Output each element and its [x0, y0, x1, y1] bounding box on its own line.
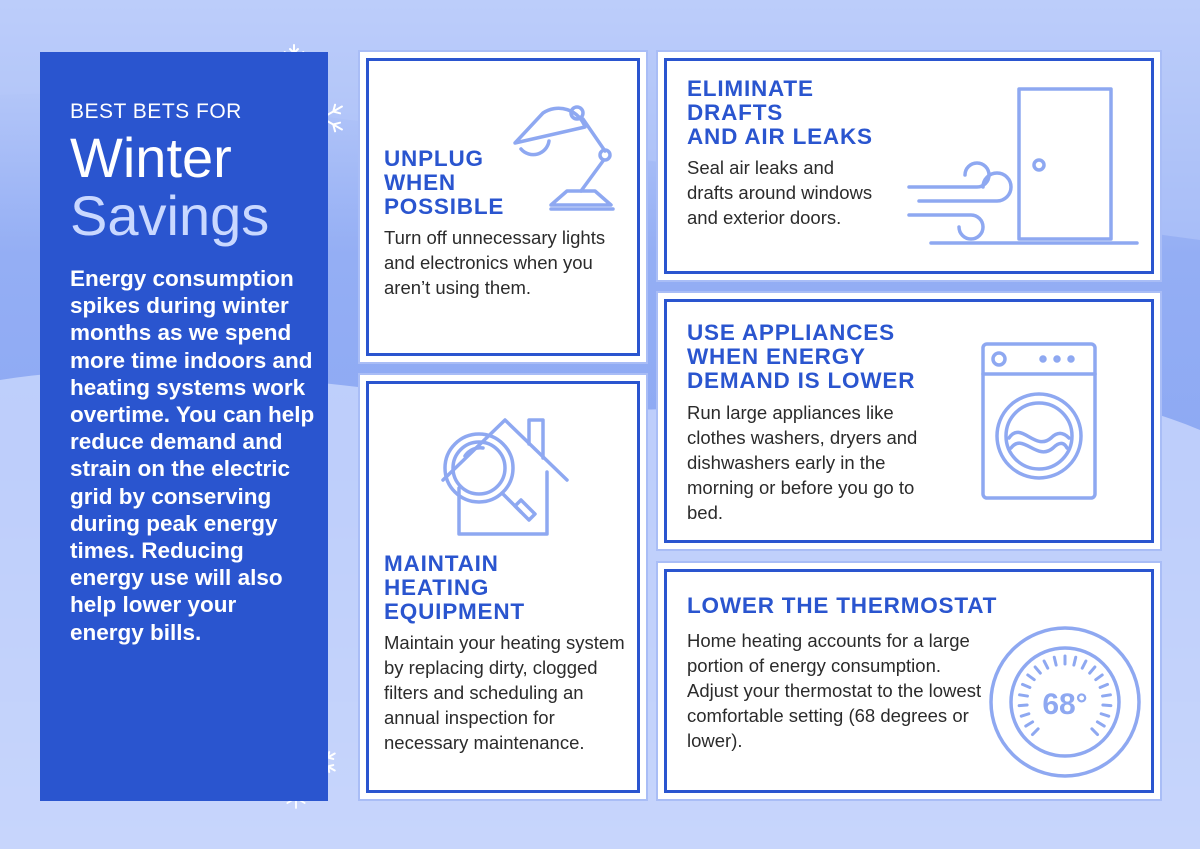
thermostat-tick	[1082, 661, 1086, 668]
desk-lamp-icon	[497, 83, 627, 213]
card-unplug-text: Turn off unnecessary lights and electronics when you aren’t using them.	[384, 227, 606, 298]
thermostat-tick	[1103, 695, 1111, 696]
thermostat-tick	[1103, 705, 1111, 706]
thermostat-tick	[1090, 667, 1095, 673]
card-drafts	[664, 58, 1154, 274]
intro-panel	[40, 52, 328, 801]
card-thermostat	[664, 569, 1154, 793]
thermostat-readout: 68°	[1042, 688, 1088, 721]
card-appliances	[664, 299, 1154, 543]
thermostat-tick	[1023, 684, 1030, 687]
card-maintain-title: MAINTAIN HEATING EQUIPMENT	[384, 551, 525, 624]
intro-title-line1: Winter	[70, 126, 232, 189]
intro-kicker: BEST BETS FOR	[70, 100, 242, 123]
thermostat-tick	[1019, 705, 1027, 706]
thermostat-icon	[985, 622, 1145, 782]
thermostat-tick	[1032, 729, 1038, 735]
intro-title-line2: Savings	[70, 184, 270, 247]
card-drafts-text: Seal air leaks and drafts around windows and exterior doors.	[687, 157, 873, 228]
card-thermostat-text: Home heating accounts for a large portion of energy consumption. Adjust your thermostat to the lowest comfortable setting (68 degrees or lower).	[687, 630, 982, 751]
thermostat-tick	[1092, 729, 1098, 735]
thermostat-tick	[1101, 714, 1109, 716]
thermostat-tick	[1035, 667, 1040, 673]
card-maintain-text: Maintain your heating system by replacing dirty, clogged filters and scheduling an annual inspection for necessary maintenance.	[384, 632, 625, 753]
thermostat-tick	[1097, 722, 1104, 726]
thermostat-tick	[1026, 722, 1033, 726]
card-thermostat-title: LOWER THE THERMOSTAT	[687, 593, 998, 618]
thermostat-tick	[1028, 675, 1034, 680]
thermostat-tick	[1020, 695, 1028, 696]
card-unplug	[366, 58, 640, 356]
card-appliances-title: USE APPLIANCES WHEN ENERGY DEMAND IS LOWER	[687, 320, 916, 393]
thermostat-tick	[1100, 684, 1107, 687]
card-drafts-title: ELIMINATE DRAFTS AND AIR LEAKS	[687, 76, 873, 149]
thermostat-tick	[1054, 657, 1056, 665]
card-appliances-text: Run large appliances like clothes washers, dryers and dishwashers early in the morning or before you go to bed.	[687, 402, 918, 523]
card-unplug-title: UNPLUG WHEN POSSIBLE	[384, 146, 505, 219]
thermostat-tick	[1074, 657, 1076, 665]
door-wind-icon	[905, 83, 1141, 251]
thermostat-tick	[1096, 675, 1102, 680]
card-maintain	[366, 381, 640, 793]
house-magnifier-icon	[435, 406, 575, 546]
thermostat-tick	[1021, 714, 1029, 716]
washing-machine-icon	[979, 340, 1099, 502]
intro-body: Energy consumption spikes during winter months as we spend more time indoors and heating systems work overtime. You can help reduce demand and strain on the electric grid by conserving during peak energy times. Reducing energy use will also help lower your energy bills.	[70, 266, 315, 645]
thermostat-tick	[1044, 661, 1048, 668]
